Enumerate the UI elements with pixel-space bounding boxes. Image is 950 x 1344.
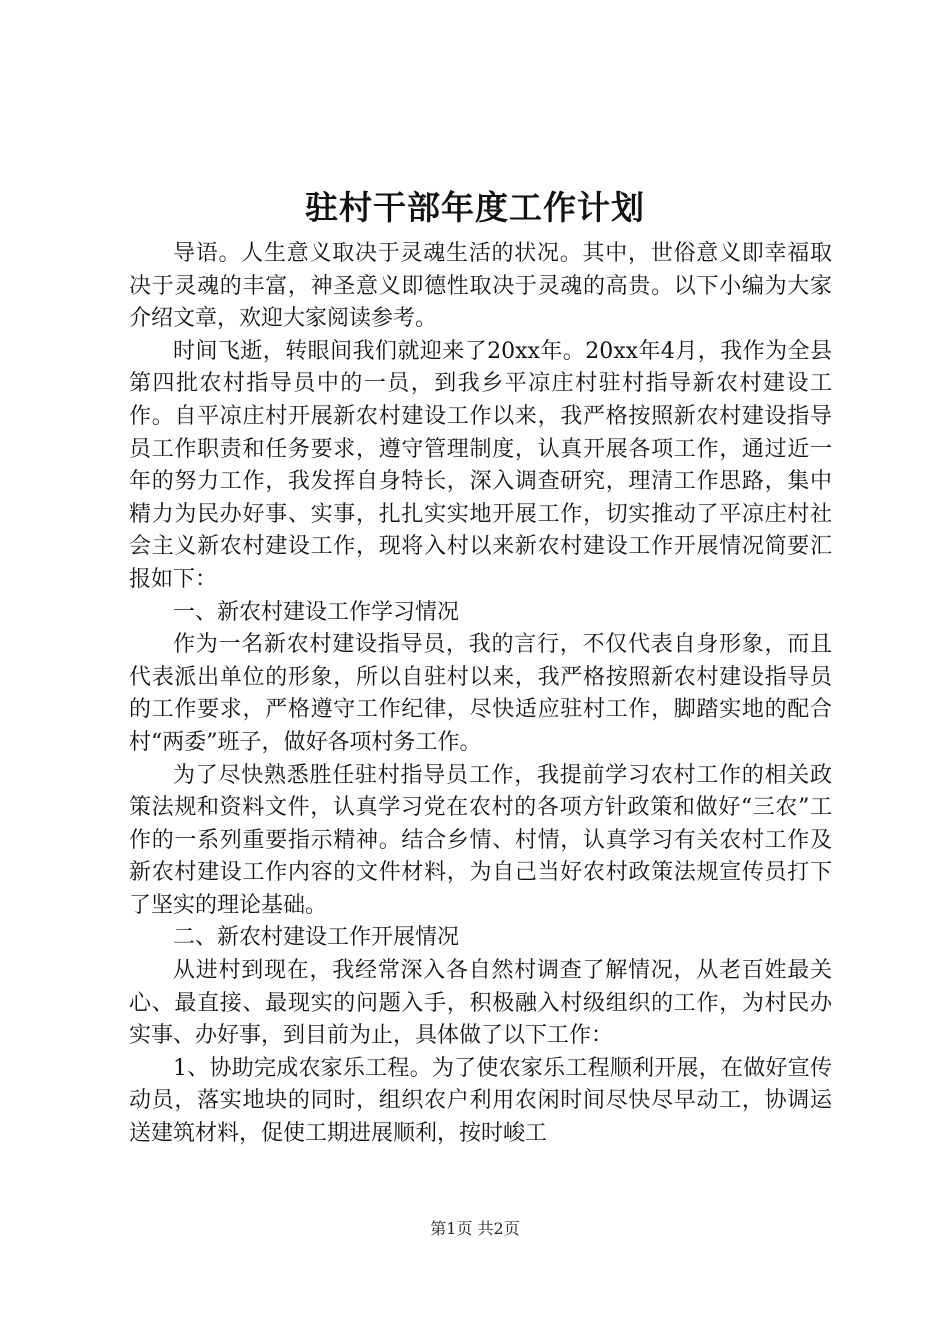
page-number-footer: 第1页 共2页 [430, 1219, 520, 1238]
paragraph-intro: 导语。人生意义取决于灵魂生活的状况。其中，世俗意义即幸福取决于灵魂的丰富，神圣意义即德性取决于灵魂的高贵。以下小编为大家介绍文章，欢迎大家阅读参考。 [129, 241, 832, 332]
paragraph: 从进村到现在，我经常深入各自然村调查了解情况，从老百姓最关心、最直接、最现实的问题入手，积极融入村级组织的工作，为村民办实事、办好事，到目前为止，具体做了以下工作： [129, 958, 832, 1049]
section-heading: 一、新农村建设工作学习情况 [173, 599, 460, 625]
paragraph: 作为一名新农村建设指导员，我的言行，不仅代表自身形象，而且代表派出单位的形象，所以自驻村以来，我严格按照新农村建设指导员的工作要求，严格遵守工作纪律，尽快适应驻村工作，脚踏实地的配合村“两委”班子，做好各项村务工作。 [129, 632, 832, 755]
page-title: 驻村干部年度工作计划 [305, 188, 645, 227]
document-body [129, 238, 832, 1151]
section-heading: 二、新农村建设工作开展情况 [173, 925, 460, 951]
paragraph: 为了尽快熟悉胜任驻村指导员工作，我提前学习农村工作的相关政策法规和资料文件，认真学习党在农村的各项方针政策和做好“三农”工作的一系列重要指示精神。结合乡情、村情，认真学习有关农村工作及新农村建设工作内容的文件材料，为自己当好农村政策法规宣传员打下了坚实的理论基础。 [129, 762, 832, 918]
paragraph: 时间飞逝，转眼间我们就迎来了20xx年。20xx年4月，我作为全县第四批农村指导员中的一员，到我乡平凉庄村驻村指导新农村建设工作。自平凉庄村开展新农村建设工作以来，我严格按照新农村建设指导员工作职责和任务要求，遵守管理制度，认真开展各项工作，通过近一年的努力工作，我发挥自身特长，深入调查研究，理清工作思路，集中精力为民办好事、实事，扎扎实实地开展工作，切实推动了平凉庄村社会主义新农村建设工作，现将入村以来新农村建设工作开展情况简要汇报如下： [129, 338, 832, 592]
paragraph: 1、协助完成农家乐工程。为了使农家乐工程顺利开展，在做好宣传动员，落实地块的同时，组织农户利用农闲时间尽快尽早动工，协调运送建筑材料，促使工期进展顺利，按时峻工 [129, 1055, 832, 1147]
